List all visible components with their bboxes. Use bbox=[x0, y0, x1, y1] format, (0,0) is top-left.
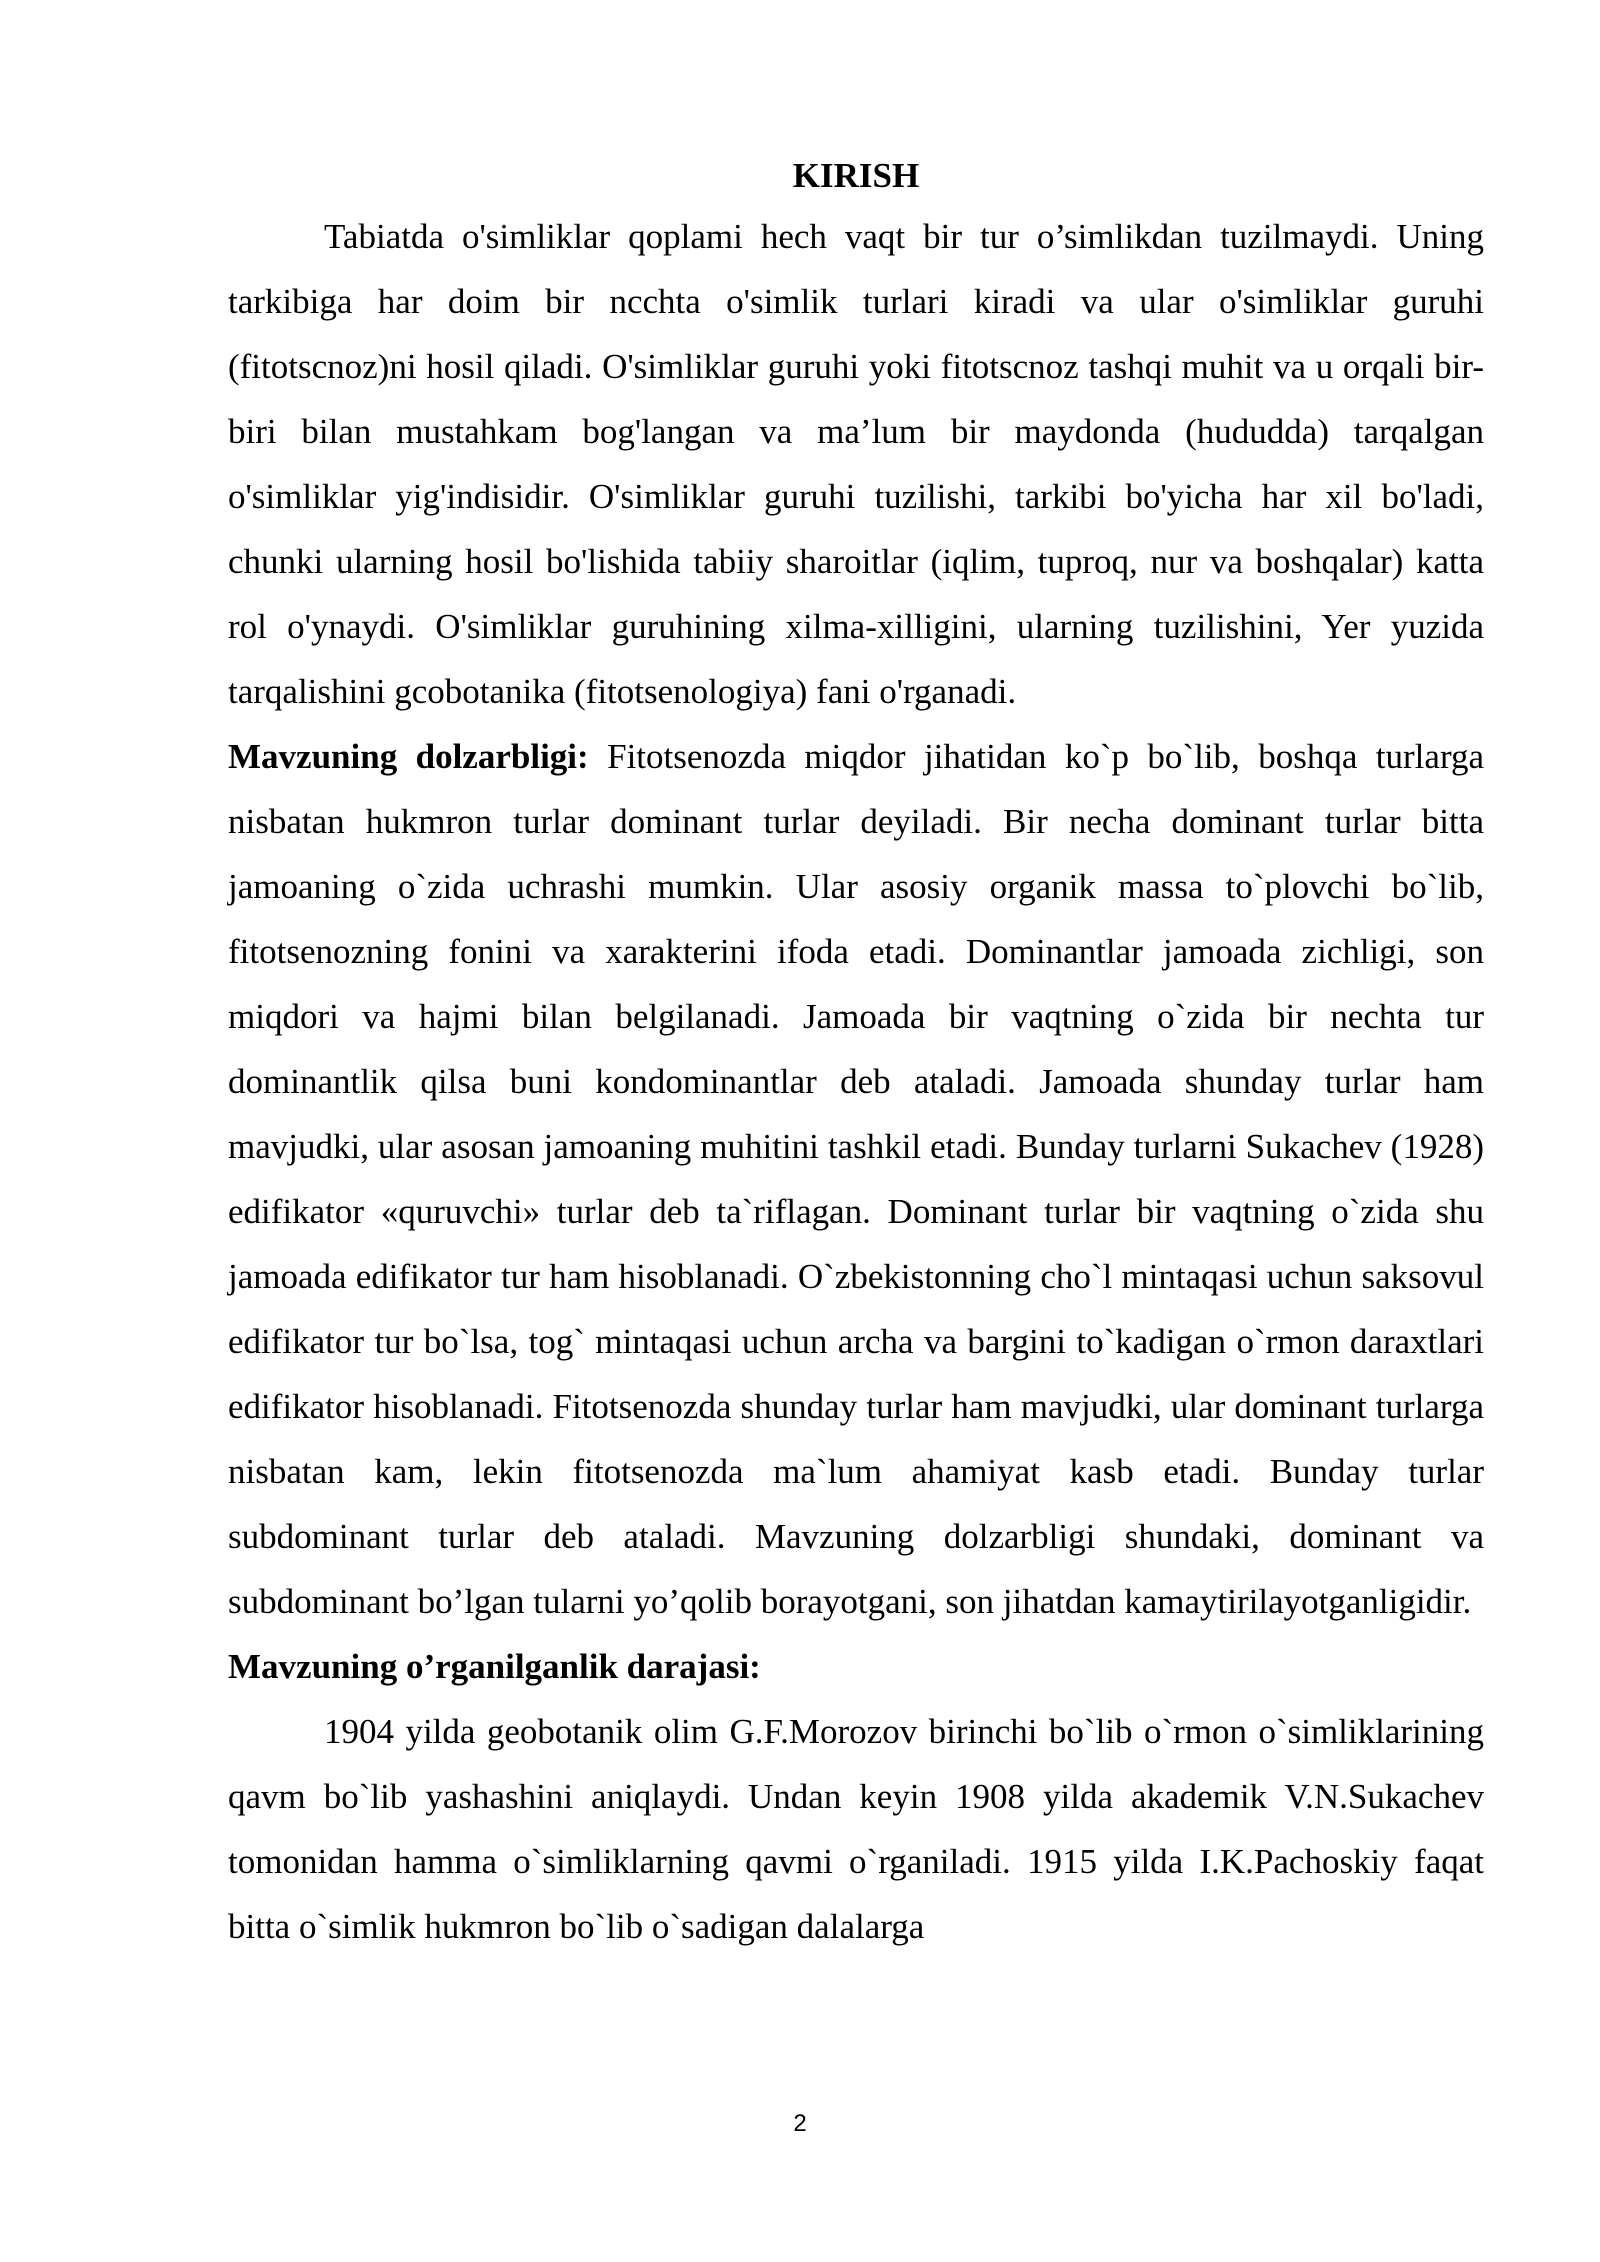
relevance-text: Fitotsenozda miqdor jihatidan ko`p bo`lib, boshqa turlarga nisbatan hukmron turlar dominant turlar deyiladi. Bir necha dominant turlar bitta jamoaning o`zida uchrashi mumkin. Ular asosiy organik massa to`plovchi bo`lib, fitotsenozning fonini va xarakterini ifoda etadi. Dominantlar jamoada zichligi, son miqdori va hajmi bilan belgilanadi. Jamoada bir vaqtning o`zida bir nechta tur dominantlik qilsa buni kondominantlar deb ataladi. Jamoada shunday turlar ham mavjudki, ular asosan jamoaning muhitini tashkil etadi. Bunday turlarni Sukachev (1928) edifikator «quruvchi» turlar deb ta`riflagan. Dominant turlar bir vaqtning o`zida shu jamoada edifikator tur ham hisoblanadi. O`zbekistonning cho`l mintaqasi uchun saksovul edifikator tur bo`lsa, tog` mintaqasi uchun archa va bargini to`kadigan o`rmon daraxtlari edifikator hisoblanadi. Fitotsenozda shunday turlar ham mavjudki, ular dominant turlarga nisbatan kam, lekin fitotsenozda ma`lum ahamiyat kasb etadi. Bunday turlar subdominant turlar deb ataladi. Mavzuning dolzarbligi shundaki, dominant va subdominant bo’lgan tularni yo’qolib borayotgani, son jihatdan kamaytirilayotganligidir. bbox=[228, 737, 1485, 1621]
study-heading: Mavzuning o’rganilganlik darajasi: bbox=[228, 1647, 761, 1686]
relevance-label: Mavzuning dolzarbligi: bbox=[228, 737, 589, 776]
page-title: KIRISH bbox=[792, 156, 920, 195]
intro-paragraph: Tabiatda o'simliklar qoplami hech vaqt bir tur o’simlikdan tuzilmaydi. Uning tarkibiga har doim bir ncchta o'simlik turlari kiradi va ular o'simliklar guruhi (fitotscnoz)ni hosil qiladi. O'simliklar guruhi yoki fitotscnoz tashqi muhit va u orqali bir-biri bilan mustahkam bog'langan va ma’lum bir maydonda (hududda) tarqalgan o'simliklar yig'indisidir. O'simliklar guruhi tuzilishi, tarkibi bo'yicha har xil bo'ladi, chunki ularning hosil bo'lishida tabiiy sharoitlar (iqlim, tuproq, nur va boshqalar) katta rol o'ynaydi. O'simliklar guruhining xilma-xilligini, ularning tuzilishini, Yer yuzida tarqalishini gcobotanika (fitotsenologiya) fani o'rganadi. bbox=[228, 217, 1484, 711]
document-page bbox=[228, 148, 1484, 1959]
relevance-paragraph bbox=[228, 724, 1484, 1634]
study-paragraph: 1904 yilda geobotanik olim G.F.Morozov birinchi bo`lib o`rmon o`simliklarining qavm bo`lib yashashini aniqlaydi. Undan keyin 1908 yilda akademik V.N.Sukachev tomonidan hamma o`simliklarning qavmi o`rganiladi. 1915 yilda I.K.Pachoskiy faqat bitta o`simlik hukmron bo`lib o`sadigan dalalarga bbox=[228, 1712, 1484, 1946]
page-number: 2 bbox=[793, 2110, 807, 2137]
